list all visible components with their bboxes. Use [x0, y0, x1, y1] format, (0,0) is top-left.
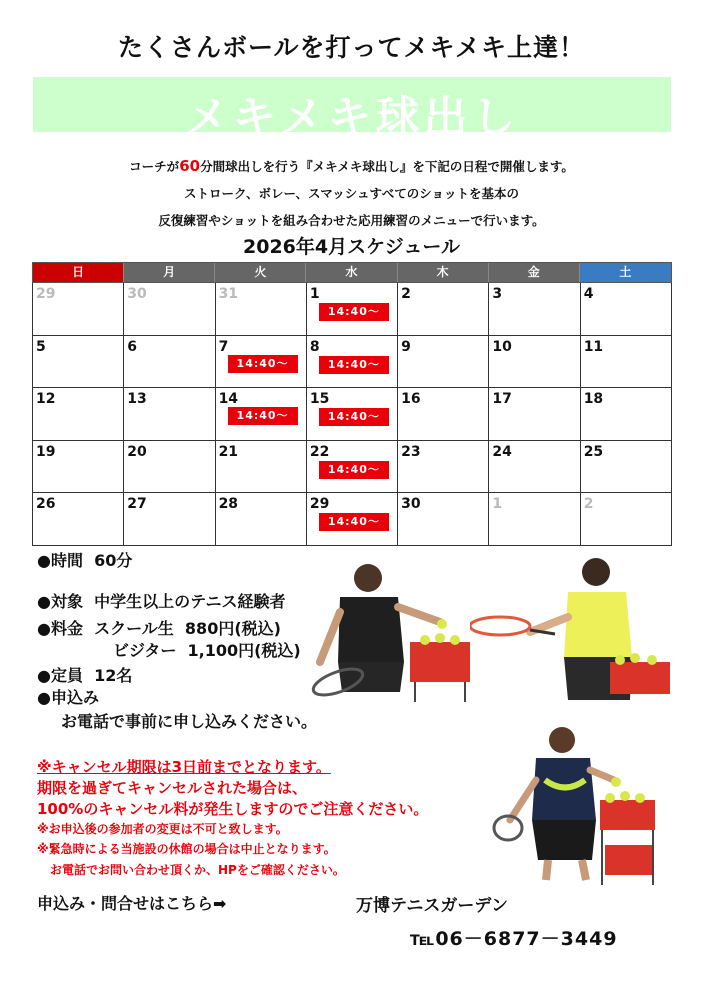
info-time: ●時間 60分 — [37, 551, 133, 570]
session-time-badge: 14:40～ — [228, 355, 298, 373]
weekday-header: 金 — [489, 263, 580, 282]
session-time-badge: 14:40～ — [319, 408, 389, 426]
warning-emergency: ※緊急時による当施設の休館の場合は中止となります。 — [37, 842, 336, 856]
intro-post: 分間球出しを行う『メキメキ球出し』を下記の日程で開催します。 — [200, 159, 574, 174]
calendar-day — [33, 388, 124, 440]
session-time-badge: 14:40～ — [319, 356, 389, 374]
calendar-day — [124, 388, 215, 440]
coach-photo-3 — [490, 720, 660, 890]
calendar-week — [33, 493, 672, 546]
day-number: 11 — [583, 338, 604, 355]
schedule-title: 2026年4月スケジュール — [243, 236, 460, 258]
info-apply-detail: お電話で事前に申し込みください。 — [61, 712, 318, 731]
calendar-day — [489, 441, 580, 493]
day-number: 20 — [127, 443, 147, 460]
intro-minutes: 60 — [179, 157, 201, 175]
intro-line-1 — [0, 157, 703, 175]
info-fee-visitor: ビジター 1,100円(税込) — [113, 641, 301, 660]
day-number: 31 — [218, 286, 239, 302]
calendar-day — [307, 493, 398, 545]
warning-cancel-fee: 100%のキャンセル料が発生しますのでご注意ください。 — [37, 800, 429, 818]
banner-title: メキメキ球出し — [184, 92, 520, 143]
calendar-day — [307, 336, 398, 388]
day-number: 29 — [36, 286, 56, 302]
session-time-badge: 14:40～ — [319, 513, 389, 531]
day-number: 27 — [127, 496, 147, 512]
day-number: 4 — [583, 286, 594, 302]
title-banner — [33, 77, 671, 143]
calendar-day — [307, 388, 398, 440]
day-number: 1 — [492, 496, 503, 512]
day-number: 6 — [127, 338, 138, 355]
calendar-day — [581, 283, 672, 335]
day-number: 28 — [218, 496, 239, 512]
day-number: 7 — [218, 338, 229, 355]
calendar-day — [398, 441, 489, 493]
calendar-header — [32, 262, 672, 283]
day-number: 9 — [401, 338, 411, 355]
calendar-day — [216, 336, 307, 388]
warning-no-change: ※お申込後の参加者の変更は不可と致します。 — [37, 822, 288, 836]
day-number: 23 — [401, 443, 421, 460]
day-number: 13 — [127, 391, 147, 407]
day-number: 21 — [218, 443, 239, 460]
calendar-day — [124, 441, 215, 493]
calendar-day — [33, 283, 124, 335]
calendar-day — [124, 493, 215, 545]
calendar-week — [33, 336, 672, 389]
intro-line-3: 反復練習やショットを組み合わせた応用練習のメニューで行います。 — [158, 213, 545, 228]
day-number: 3 — [492, 286, 503, 302]
weekday-header: 水 — [306, 263, 397, 282]
calendar-day — [33, 493, 124, 545]
day-number: 8 — [309, 338, 320, 355]
day-number: 25 — [583, 443, 604, 460]
phone-number: ℡06－6877－3449 — [410, 928, 618, 950]
day-number: 5 — [36, 338, 46, 355]
day-number: 29 — [309, 496, 330, 512]
calendar-grid — [32, 283, 672, 546]
calendar — [32, 262, 672, 546]
day-number: 26 — [36, 496, 56, 512]
day-number: 1 — [309, 286, 320, 302]
weekday-header: 日 — [33, 263, 124, 282]
venue-name: 万博テニスガーデン — [356, 896, 508, 916]
calendar-day — [33, 336, 124, 388]
day-number: 30 — [127, 286, 147, 302]
calendar-day — [489, 283, 580, 335]
weekday-header: 火 — [215, 263, 306, 282]
day-number: 30 — [401, 496, 421, 512]
calendar-day — [216, 493, 307, 545]
weekday-header: 木 — [398, 263, 489, 282]
calendar-day — [398, 493, 489, 545]
calendar-day — [216, 283, 307, 335]
day-number: 19 — [36, 443, 56, 460]
coach-photo-1 — [300, 552, 475, 707]
calendar-day — [307, 441, 398, 493]
headline: たくさんボールを打ってメキメキ上達！ — [117, 33, 585, 62]
day-number: 22 — [309, 443, 330, 460]
calendar-day — [581, 388, 672, 440]
day-number: 17 — [492, 391, 512, 407]
day-number: 2 — [401, 286, 411, 302]
calendar-day — [216, 388, 307, 440]
calendar-day — [398, 336, 489, 388]
intro-pre: コーチが — [129, 159, 180, 174]
calendar-day — [216, 441, 307, 493]
calendar-day — [489, 388, 580, 440]
weekday-header: 土 — [580, 263, 671, 282]
session-time-badge: 14:40～ — [319, 303, 389, 321]
calendar-day — [581, 336, 672, 388]
calendar-day — [581, 493, 672, 545]
weekday-header: 月 — [124, 263, 215, 282]
calendar-day — [398, 283, 489, 335]
calendar-day — [124, 283, 215, 335]
calendar-day — [307, 283, 398, 335]
day-number: 10 — [492, 338, 512, 355]
day-number: 24 — [492, 443, 512, 460]
info-target: ●対象 中学生以上のテニス経験者 — [37, 592, 286, 611]
calendar-day — [581, 441, 672, 493]
contact-prompt: 申込み・問合せはこちら➡ — [37, 894, 227, 913]
calendar-day — [124, 336, 215, 388]
day-number: 2 — [583, 496, 594, 512]
session-time-badge: 14:40～ — [228, 407, 298, 425]
intro-line-2: ストローク、ボレー、スマッシュすべてのショットを基本の — [183, 186, 519, 201]
day-number: 18 — [583, 391, 604, 407]
calendar-day — [489, 336, 580, 388]
day-number: 14 — [218, 391, 239, 407]
info-apply: ●申込み — [37, 688, 99, 707]
warning-cancel-deadline: ※キャンセル期限は3日前までとなります。 — [37, 758, 331, 776]
coach-photo-2 — [470, 552, 670, 702]
calendar-week — [33, 388, 672, 441]
warning-contact-hp: お電話でお問い合わせ頂くか、HPをご確認ください。 — [50, 863, 345, 877]
calendar-day — [33, 441, 124, 493]
calendar-day — [489, 493, 580, 545]
day-number: 16 — [401, 391, 421, 407]
info-fee-school: ●料金 スクール生 880円(税込) — [37, 619, 281, 638]
info-capacity: ●定員 12名 — [37, 666, 133, 685]
warning-cancel-after: 期限を過ぎてキャンセルされた場合は、 — [37, 779, 308, 797]
calendar-day — [398, 388, 489, 440]
session-time-badge: 14:40～ — [319, 461, 389, 479]
day-number: 12 — [36, 391, 56, 407]
day-number: 15 — [309, 391, 330, 407]
calendar-week — [33, 441, 672, 494]
calendar-week — [33, 283, 672, 336]
